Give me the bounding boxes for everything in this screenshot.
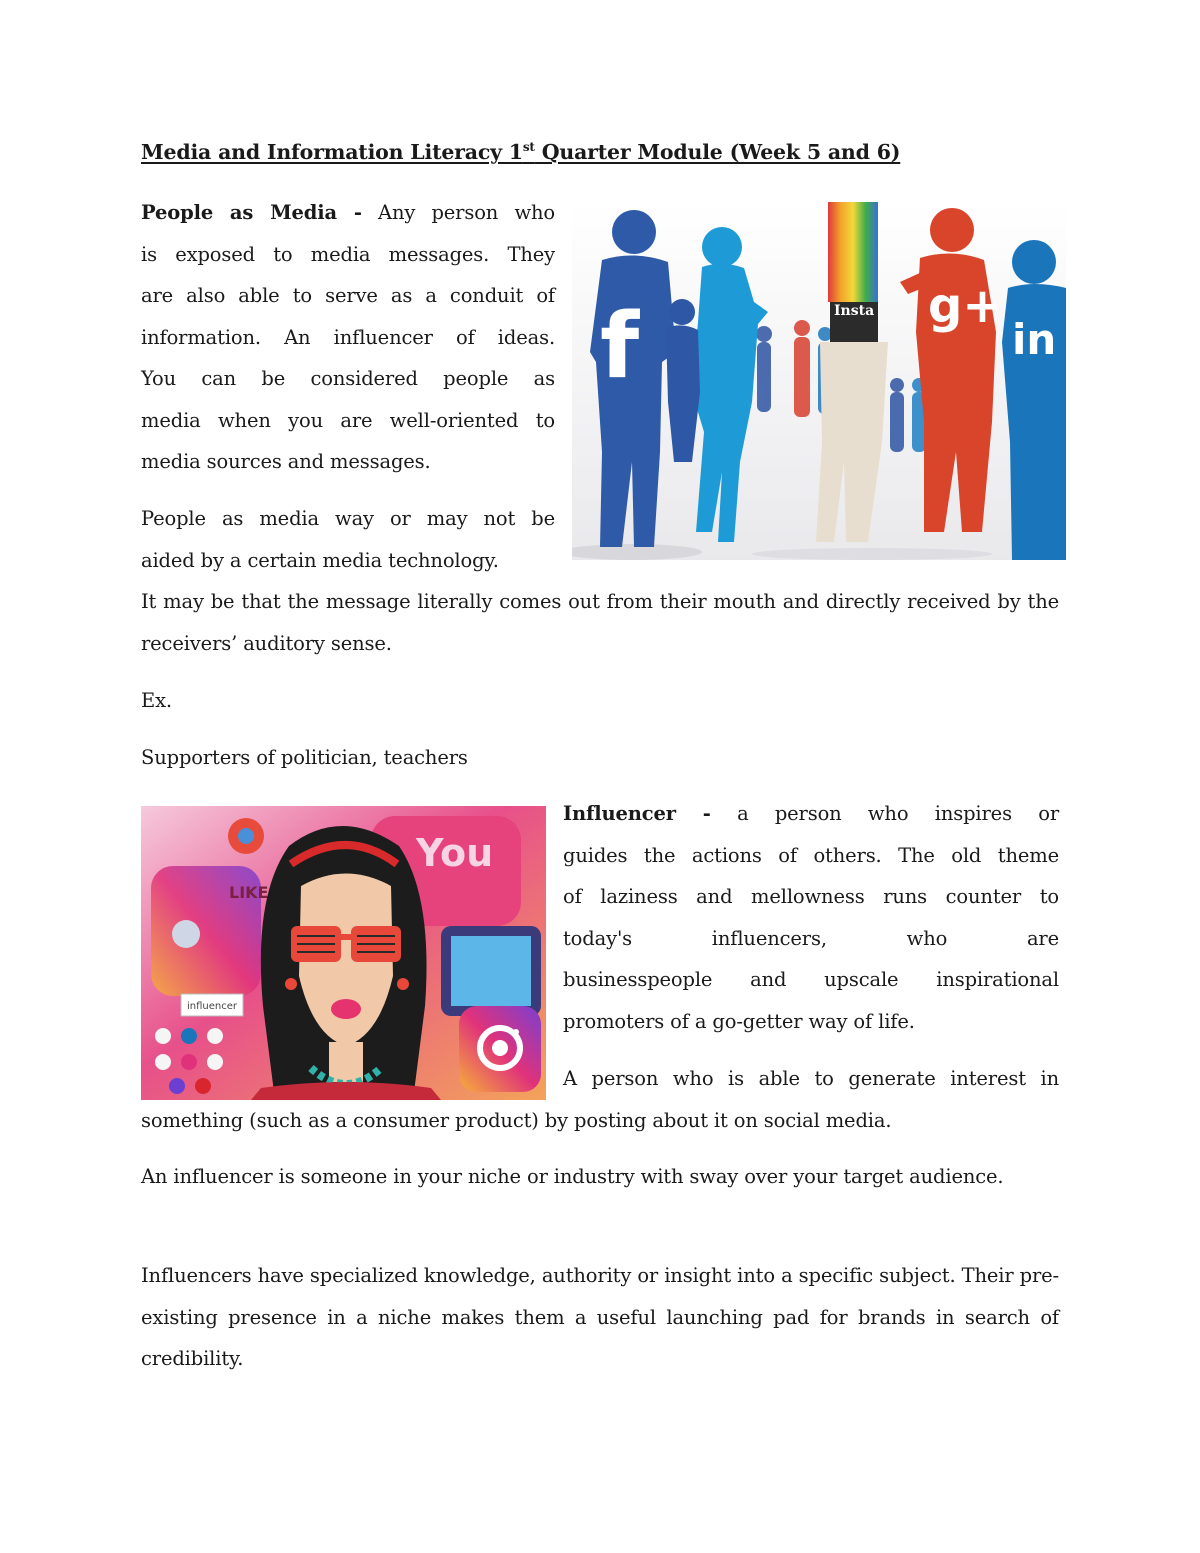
influencer-image — [141, 806, 546, 1100]
you-label: You — [416, 831, 494, 875]
linkedin-icon: in — [1012, 315, 1057, 364]
example-label: Ex. — [141, 689, 172, 712]
google-plus-icon: g+ — [928, 278, 1003, 334]
social-media-people-image — [572, 202, 1066, 560]
influencer-tag: influencer — [187, 1001, 238, 1012]
insta-label: Insta — [834, 303, 875, 319]
influencer-interest-first-line: A person who is able to generate interest in — [563, 1067, 1059, 1090]
influencer-definition: Influencer - a person who inspires or guides the actions of others. The old theme of laziness and mellowness runs counter to today's influencers, who are businesspeople and upscale inspirational promoters of a go-getter way of life. — [563, 802, 1059, 1033]
social-media-people-illustration — [572, 202, 1066, 560]
message-paragraph: It may be that the message literally comes out from their mouth and directly received by the receivers’ auditory sense. — [141, 590, 1059, 655]
facebook-icon: f — [600, 294, 640, 399]
influencer-illustration — [141, 806, 546, 1100]
influencer-niche-paragraph: An influencer is someone in your niche or industry with sway over your target audience. — [141, 1165, 1004, 1188]
influencer-interest-rest: something (such as a consumer product) by posting about it on social media. — [141, 1109, 892, 1132]
linkedin-figure — [1002, 240, 1066, 560]
example-text: Supporters of politician, teachers — [141, 746, 468, 769]
influencer-term: Influencer - — [563, 802, 711, 825]
like-label: LIKE — [229, 883, 269, 902]
lips — [331, 999, 361, 1019]
influencer-knowledge-paragraph: Influencers have specialized knowledge, authority or insight into a specific subject. Their pre-existing presence in a niche makes them a useful launching pad for brands in search of credibility. — [141, 1264, 1059, 1370]
people-as-media-term: People as Media - — [141, 201, 362, 224]
people-as-media-definition: People as Media - Any person who is exposed to media messages. They are also able to serve as a conduit of information. An influencer of ideas. You can be considered people as media when you are well-oriented to media sources and messages. — [141, 201, 555, 473]
globe-icon — [172, 920, 200, 948]
people-as-media-aided: People as media way or may not be aided by a certain media technology. — [141, 507, 555, 572]
page-title: Media and Information Literacy 1st Quarter Module (Week 5 and 6) — [141, 140, 901, 164]
